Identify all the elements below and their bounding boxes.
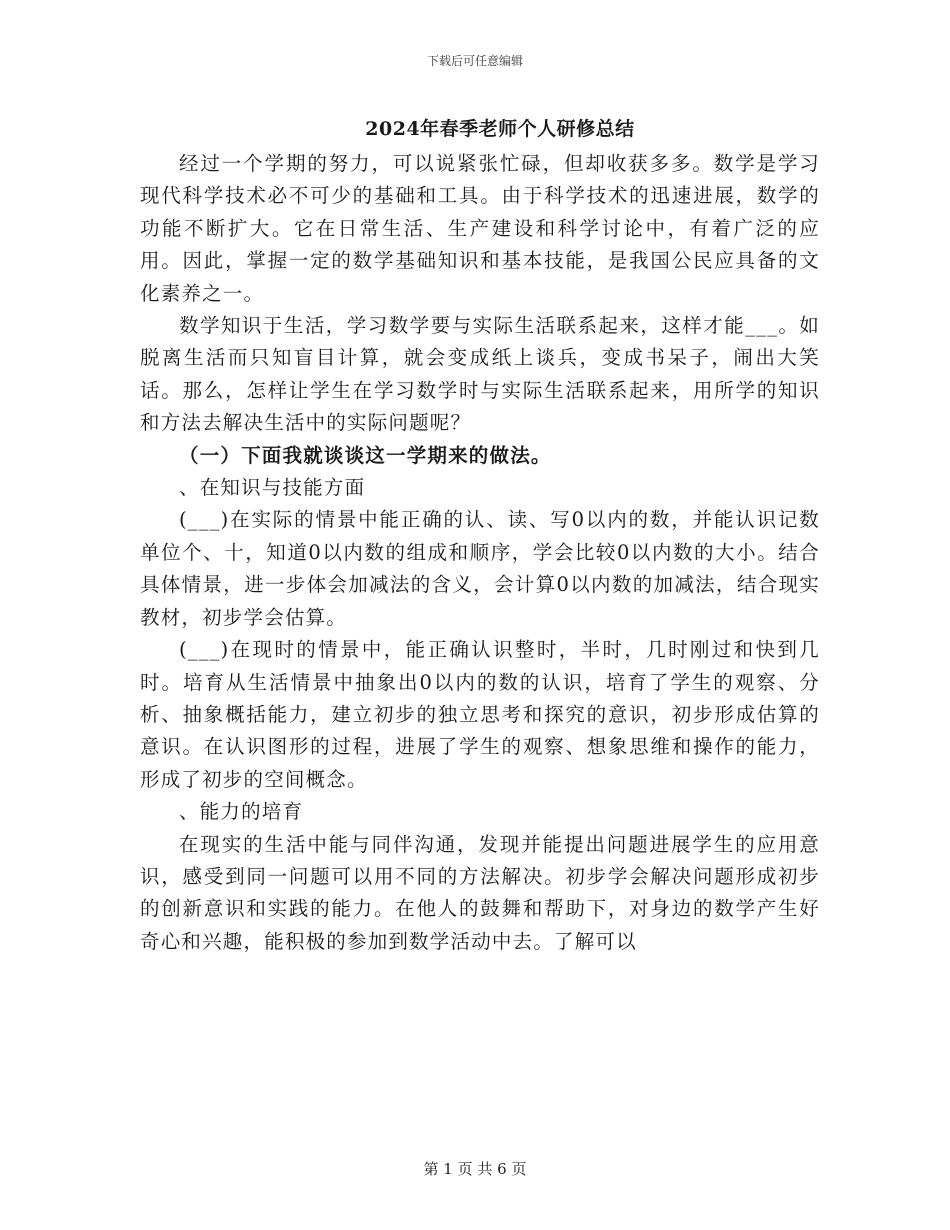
page-number-footer: 第 1 页 共 6 页: [423, 1160, 527, 1178]
subheading-knowledge-skills: 、在知识与技能方面: [179, 476, 366, 500]
paragraph-life-connection: 数学知识于生活，学习数学要与实际生活联系起来，这样才能___。如脱离生活而只知盲目计算，就会变成纸上谈兵，变成书呆子，闹出大笑话。那么，怎样让学生在学习数学时与实际生活联系起来，用所学的知识和方法去解决生活中的实际问题呢？: [140, 314, 820, 435]
paragraph-intro: 经过一个学期的努力，可以说紧张忙碌，但却收获多多。数学是学习现代科学技术必不可少的基础和工具。由于科学技术的迅速进展，数学的功能不断扩大。它在日常生活、生产建设和科学讨论中，有着广泛的应用。因此，掌握一定的数学基础知识和基本技能，是我国公民应具备的文化素养之一。: [140, 152, 820, 305]
page-header-note: 下载后可任意编辑: [426, 54, 523, 68]
document-body: [140, 148, 820, 958]
paragraph-ability: 在现实的生活中能与同伴沟通，发现并能提出问题进展学生的应用意识，感受到同一问题可以用不同的方法解决。初步学会解决问题形成初步的创新意识和实践的能力。在他人的鼓舞和帮助下，对身边的数学产生好奇心和兴趣，能积极的参加到数学活动中去。了解可以: [140, 832, 820, 953]
paragraph-knowledge-2: (___)在现时的情景中，能正确认识整时，半时，几时刚过和快到几时。培育从生活情景中抽象出0以内的数的认识，培育了学生的观察、分析、抽象概括能力，建立初步的独立思考和探究的意识，初步形成估算的意识。在认识图形的过程，进展了学生的观察、想象思维和操作的能力，形成了初步的空间概念。: [140, 638, 820, 791]
paragraph-knowledge-1: (___)在实际的情景中能正确的认、读、写0以内的数，并能认识记数单位个、十，知道0以内数的组成和顺序，学会比较0以内数的大小。结合具体情景，进一步体会加减法的含义，会计算0以内数的加减法，结合现实教材，初步学会估算。: [140, 508, 820, 629]
document-title: 2024年春季老师个人研修总结: [365, 118, 635, 140]
subheading-ability: 、能力的培育: [179, 800, 304, 824]
section-heading-practices: （一）下面我就谈谈这一学期来的做法。: [179, 443, 552, 467]
